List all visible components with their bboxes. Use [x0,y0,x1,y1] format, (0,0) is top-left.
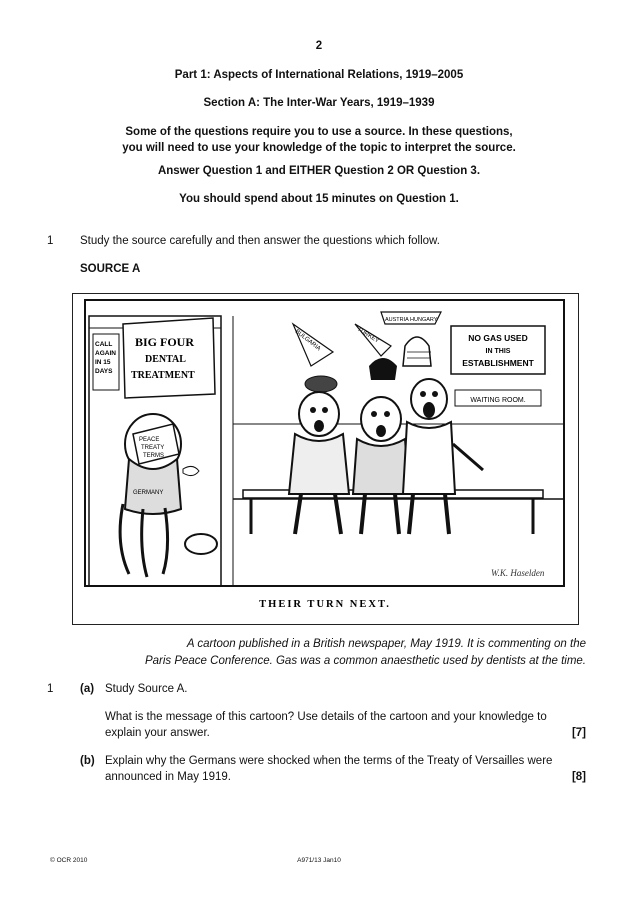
question-number: 1 [47,235,54,247]
q1a-part: (a) [80,683,95,695]
section-title: Section A: The Inter-War Years, 1919–1939 [203,97,435,109]
q1a-number: 1 [47,683,54,695]
q1b-line-2: announced in May 1919. [105,771,231,783]
bulgaria-hat [293,324,337,392]
caption-line-1: A cartoon published in a British newspaper, May 1919. It is commenting on the [186,638,586,650]
q1a-marks: [7] [571,727,586,739]
germany-label: GERMANY [133,490,164,496]
cartoon-illustration [73,294,578,624]
bulgaria-figure [289,392,349,534]
q1a-line-1: Study Source A. [105,683,188,695]
dental-sign-line-1: BIG FOUR [135,335,195,349]
turkey-label: TURKEY [355,326,380,345]
turkey-figure [353,397,409,534]
q1a-line-2: What is the message of this cartoon? Use details of the cartoon and your knowledge to [105,711,547,723]
answer-instruction: Answer Question 1 and EITHER Question 2 OR Question 3. [157,165,481,177]
call-sign-line-3: IN 15 [95,359,111,366]
treaty-paper-line-1: PEACE [139,437,160,443]
artist-signature: W.K. Haselden [491,568,545,578]
page-number: 2 [315,40,323,52]
call-sign-line-1: CALL [95,341,113,348]
source-label: SOURCE A [80,263,141,275]
turkey-fez [355,324,397,380]
bulgaria-label: BULGARIA [293,328,322,353]
q1b-marks: [8] [571,771,586,783]
q1b-line-1: Explain why the Germans were shocked when the terms of the Treaty of Versailles were [105,755,553,767]
call-sign-line-2: AGAIN [95,350,116,357]
waiting-room-sign: WAITING ROOM. [470,397,526,404]
instruction-line-2: you will need to use your knowledge of the topic to interpret the source. [122,142,516,154]
time-instruction: You should spend about 15 minutes on Question 1. [179,193,459,205]
q1b-part: (b) [80,755,95,767]
no-gas-sign-line-2: IN THIS [485,348,511,355]
part-title: Part 1: Aspects of International Relations, 1919–2005 [174,69,464,81]
austria-label: AUSTRIA HUNGARY [385,317,438,323]
dental-sign-line-3: TREATMENT [131,370,195,381]
dental-sign-line-2: DENTAL [145,354,186,365]
no-gas-sign-line-3: ESTABLISHMENT [462,358,534,368]
footer-copyright: © OCR 2010 [50,857,88,864]
treaty-paper-line-3: TERMS [143,453,164,459]
question-intro: Study the source carefully and then answer the questions which follow. [80,235,440,247]
instruction-line-1: Some of the questions require you to use a source. In these questions, [125,126,513,138]
call-sign-line-4: DAYS [95,368,113,375]
germany-figure [120,414,217,577]
caption-line-2: Paris Peace Conference. Gas was a common anaesthetic used by dentists at the time. [144,655,586,667]
cartoon-title: THEIR TURN NEXT. [259,599,391,610]
treaty-paper-line-2: TREATY [141,445,165,451]
austria-helmet [381,312,441,366]
q1a-line-3: explain your answer. [105,727,210,739]
no-gas-sign-line-1: NO GAS USED [468,333,528,343]
source-a-cartoon [72,293,579,625]
footer-code: A971/13 Jan10 [297,857,341,864]
